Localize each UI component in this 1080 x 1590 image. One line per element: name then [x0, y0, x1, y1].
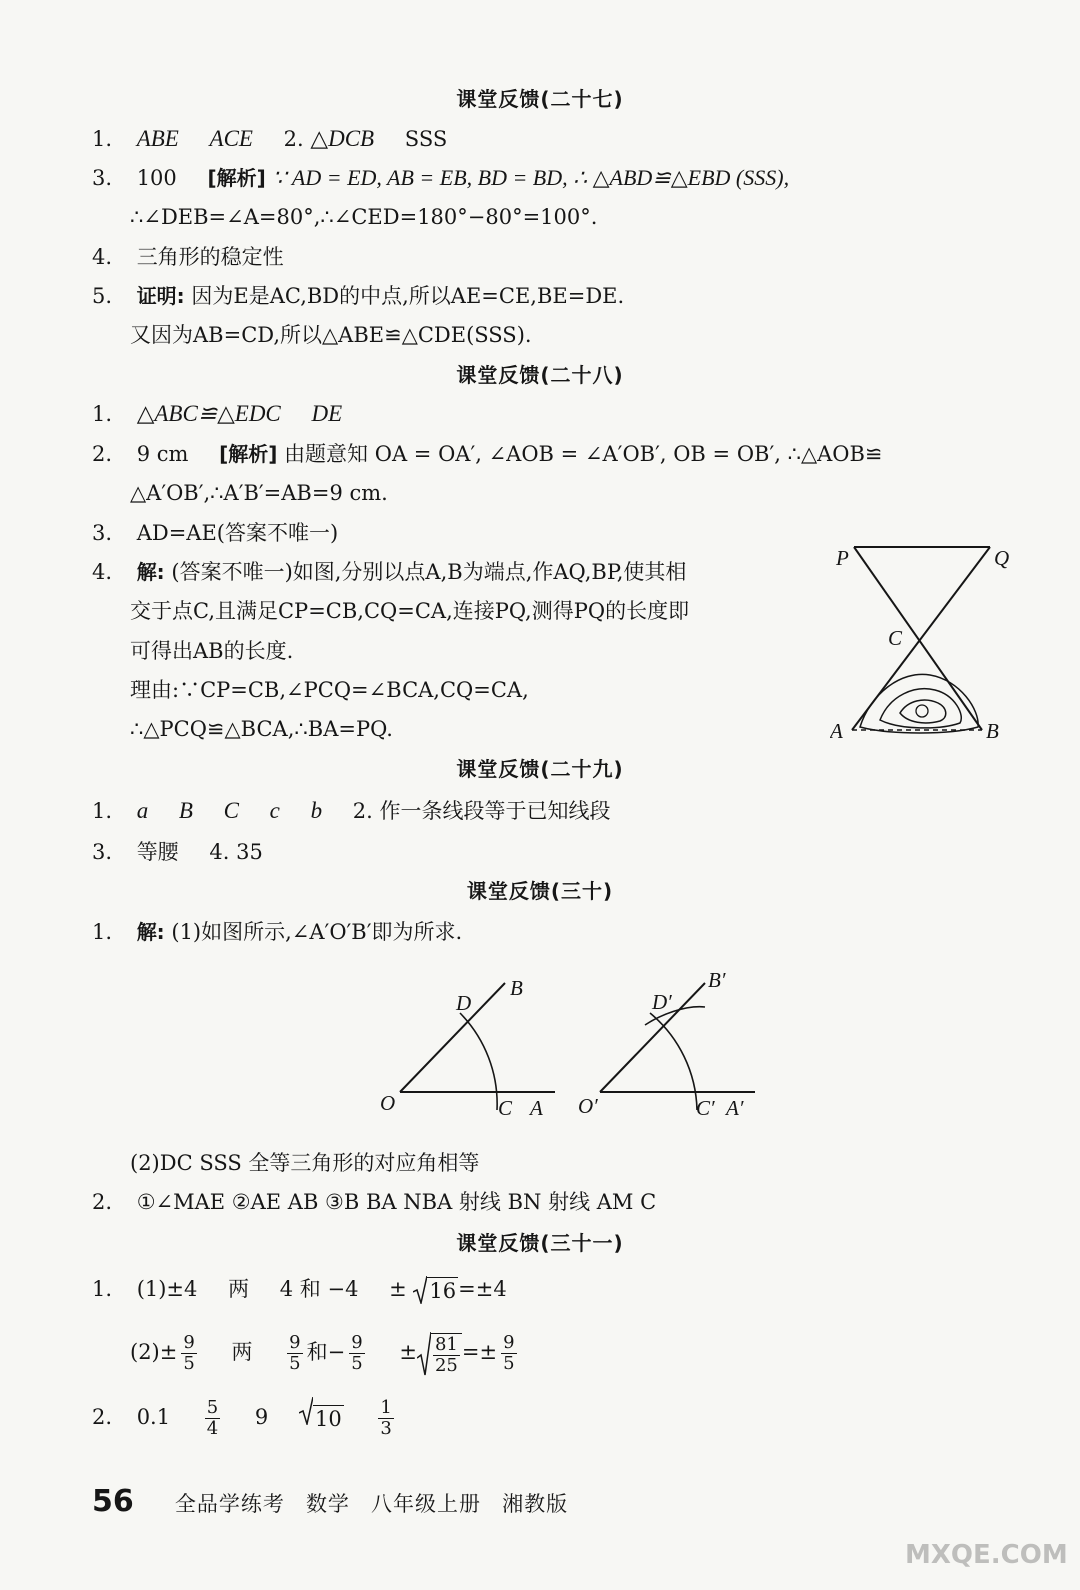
sqrt-81-25: $\frac{81}{25}$ — [417, 1332, 462, 1376]
watermark-text: MXQE.COM — [905, 1540, 1068, 1570]
s31-q2: 2. 0.1 $\frac{5}{4}$ 9 10 $\frac{1}{3}$ — [92, 1397, 392, 1439]
s27-q5-line1: 5. 证明: 因为E是AC,BD的中点,所以AE=CE,BE=DE. — [92, 284, 625, 308]
label-d: D — [456, 991, 472, 1015]
label-o-prime: O′ — [578, 1094, 598, 1118]
fraction-9-5: $\frac{9}{5}$ — [183, 1332, 195, 1374]
label-p: P — [836, 546, 849, 570]
pond-center — [916, 705, 928, 717]
s28-q4-line1: 4. 解: (答案不唯一)如图,分别以点A,B为端点,作AQ,BP,使其相 — [92, 560, 687, 584]
section-title-29: 课堂反馈(二十九) — [456, 757, 624, 781]
label-a: A — [830, 719, 843, 743]
subject: 数学 — [305, 1492, 350, 1516]
page-footer — [92, 1484, 584, 1524]
book-title: 全品学练考 — [174, 1492, 285, 1516]
s29-q3: 3. 等腰 4. 35 — [92, 840, 263, 864]
ray-ob — [400, 983, 505, 1092]
s27-q3-line2: ∴∠DEB=∠A=80°,∴∠CED=180°−80°=100°. — [130, 205, 598, 229]
section-title-31: 课堂反馈(三十一) — [456, 1231, 624, 1255]
pond-contour-inner — [900, 700, 946, 723]
s28-q4-line5: ∴△PCQ≌△BCA,∴BA=PQ. — [130, 717, 393, 741]
fraction-1-3: $\frac{1}{3}$ — [380, 1397, 392, 1439]
s27-q3-line1: 3. 100 [解析] ∵ AD = ED, AB = EB, BD = BD, ∴ △ABD≌△EBD (SSS), — [92, 165, 790, 190]
angle-figure-copy — [570, 965, 770, 1130]
s30-q1: 1. 解: (1)如图所示,∠A′O′B′即为所求. — [92, 920, 463, 944]
edition: 湘教版 — [502, 1492, 569, 1516]
s28-q4-line4: 理由:∵CP=CB,∠PCQ=∠BCA,CQ=CA, — [130, 678, 529, 702]
sqrt-16: 16 — [413, 1276, 458, 1306]
s28-q2-line1: 2. 9 cm [解析] 由题意知 OA = OA′, ∠AOB = ∠A′OB′, OB = OB′, ∴△AOB≌ — [92, 442, 883, 466]
s28-q3: 3. AD=AE(答案不唯一) — [92, 521, 339, 545]
s30-q1-part2: (2)DC SSS 全等三角形的对应角相等 — [130, 1151, 480, 1175]
s28-q1: 1. △ABC≌△EDC DE — [92, 401, 343, 426]
page-number: 56 — [92, 1484, 134, 1519]
s29-q1: 1. a B C c b 2. 作一条线段等于已知线段 — [92, 798, 611, 823]
label-q: Q — [994, 546, 1010, 570]
s28-q4-line2: 交于点C,且满足CP=CB,CQ=CA,连接PQ,测得PQ的长度即 — [130, 599, 690, 623]
fraction-5-4: $\frac{5}{4}$ — [206, 1397, 219, 1439]
s27-q5-line2: 又因为AB=CD,所以△ABE≌△CDE(SSS). — [130, 323, 532, 347]
label-d-prime: D′ — [652, 990, 672, 1014]
sqrt-10: 10 — [299, 1397, 344, 1441]
s28-q2-line2: △A′OB′,∴A′B′=AB=9 cm. — [130, 481, 388, 505]
label-b-prime: B′ — [708, 968, 726, 992]
s31-q1-part2: (2)± $\frac{9}{5}$ 两 $\frac{9}{5}$ 和− $\frac{9}{5}$ ± $\frac{81}{25}$ =± $\frac{9}{5}$ — [130, 1332, 515, 1376]
label-c: C — [498, 1096, 513, 1120]
label-a: A — [530, 1096, 543, 1120]
label-o: O — [380, 1091, 396, 1115]
s27-q4: 4. 三角形的稳定性 — [92, 245, 284, 269]
s28-q4-line3: 可得出AB的长度. — [130, 639, 294, 663]
label-c: C — [888, 626, 903, 650]
label-b: B — [986, 719, 999, 743]
label-b: B — [510, 976, 523, 1000]
angle-figure-original — [370, 965, 570, 1130]
section-title-30: 课堂反馈(三十) — [466, 879, 614, 903]
fraction-9-5: $\frac{9}{5}$ — [289, 1332, 301, 1374]
fraction-9-5: $\frac{9}{5}$ — [503, 1332, 515, 1374]
s30-q2: 2. ①∠MAE ②AE AB ③B BA NBA 射线 BN 射线 AM C — [92, 1190, 657, 1214]
arc-dc — [460, 1013, 497, 1110]
section-title-28: 课堂反馈(二十八) — [456, 363, 624, 387]
pond-outline — [860, 674, 978, 733]
section-title-27: 课堂反馈(二十七) — [456, 87, 624, 111]
pond-figure — [830, 535, 1020, 750]
fraction-9-5: $\frac{9}{5}$ — [351, 1332, 363, 1374]
s31-q1-part1: 1. (1)±4 两 4 和 −4 ± 16=±4 — [92, 1274, 507, 1306]
s27-q1: 1. ABE ACE 2. △DCB SSS — [92, 126, 448, 151]
label-a-prime: A′ — [726, 1096, 744, 1120]
label-c-prime: C′ — [696, 1096, 715, 1120]
arc-d-prime-c-prime — [650, 1013, 697, 1110]
grade: 八年级上册 — [371, 1492, 482, 1516]
